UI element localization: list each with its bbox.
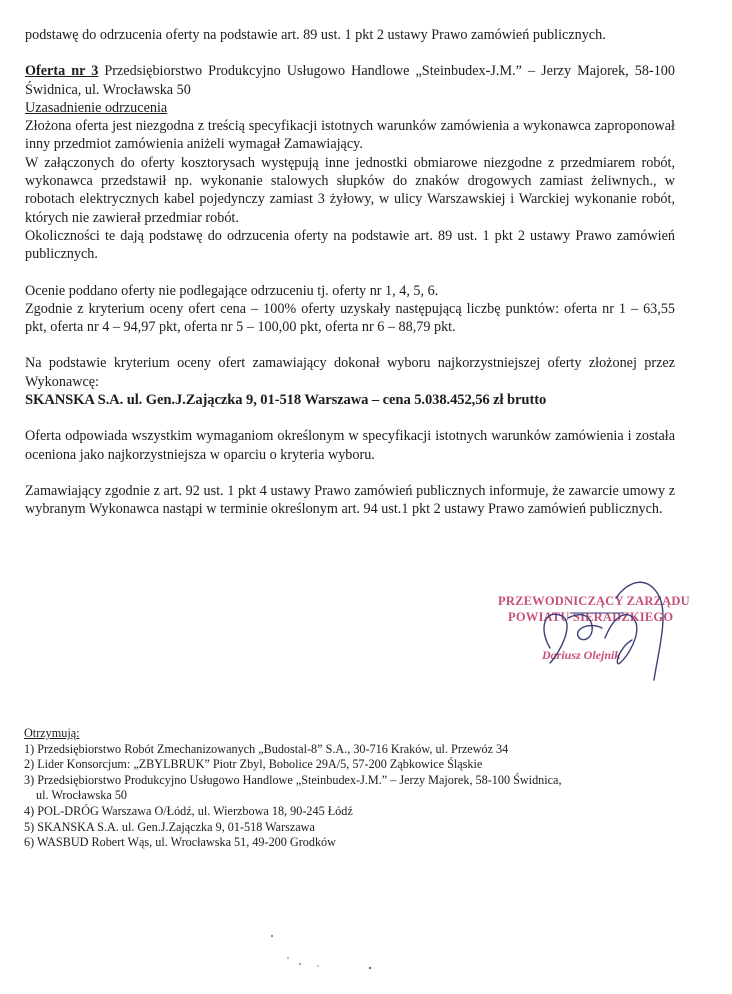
recipient-item: 3) Przedsiębiorstwo Produkcyjno Usługowo Handlowe „Steinbudex-J.M.” – Jerzy Majorek, 58-100 Świdnica, bbox=[24, 772, 562, 787]
justification-paragraph-2: W załączonych do oferty kosztorysach występują inne jednostki obmiarowe niezgodne z przedmiarem robót, wykonawca przedstawił np. wykonanie stalowych słupków do znaków drogowych zamiast żeliwnych., w robotach elektrycznych kabel pojedynczy zamiast 3 żyłowy, w ulicy Warszawskiej i Warckiej wykonanie robót, których nie zawierał przedmiar robót. bbox=[25, 154, 675, 226]
conformity-paragraph: Oferta odpowiada wszystkim wymaganiom określonym w specyfikacji istotnych warunków zamówienia i została oceniona jako najkorzystniejsza w oparciu o kryteria wyboru. bbox=[25, 428, 675, 463]
recipient-item: 4) POL-DRÓG Warszawa O/Łódź, ul. Wierzbowa 18, 90-245 Łódź bbox=[24, 803, 353, 818]
stamp-signatory-name: Dariusz Olejnik bbox=[542, 648, 621, 662]
scan-specks bbox=[260, 928, 390, 978]
recipient-item: 6) WASBUD Robert Wąs, ul. Wrocławska 51, 49-200 Grodków bbox=[24, 835, 336, 850]
recipients-heading: Otrzymują: bbox=[24, 726, 80, 740]
selection-paragraph: Na podstawie kryterium oceny ofert zamawiający dokonał wyboru najkorzystniejszej oferty złożonej przez Wykonawcę: bbox=[25, 355, 675, 390]
document-body bbox=[25, 26, 675, 519]
justification-heading: Uzasadnienie odrzucenia bbox=[25, 99, 168, 116]
stamp-title: PRZEWODNICZĄCY ZARZĄDU bbox=[498, 594, 690, 608]
justification-paragraph-3: Okoliczności te dają podstawę do odrzucenia oferty na podstawie art. 89 ust. 1 pkt 2 ustawy Prawo zamówień publicznych. bbox=[25, 227, 675, 263]
stamp-office: POWIATU SIERADZKIEGO bbox=[508, 610, 674, 624]
offer-3-label: Oferta nr 3 bbox=[25, 63, 99, 80]
intro-paragraph: podstawę do odrzucenia oferty na podstawie art. 89 ust. 1 pkt 2 ustawy Prawo zamówień publicznych. bbox=[25, 27, 606, 43]
recipient-item-continuation: ul. Wrocławska 50 bbox=[36, 788, 128, 803]
recipient-item: 2) Lider Konsorcjum: „ZBYLBRUK” Piotr Zbyl, Bobolice 29A/5, 57-200 Ząbkowice Śląskie bbox=[24, 757, 483, 772]
recipient-item: 5) SKANSKA S.A. ul. Gen.J.Zajączka 9, 01-518 Warszawa bbox=[24, 819, 315, 834]
evaluation-paragraph-2: Zgodnie z kryterium oceny ofert cena – 100% oferty uzyskały następującą liczbę punktów: oferta nr 1 – 63,55 pkt, oferta nr 4 – 94,97 pkt, oferta nr 5 – 100,00 pkt, oferta nr 6 – 88,79 pkt. bbox=[25, 300, 675, 336]
recipients-list bbox=[24, 726, 684, 851]
winner-line: SKANSKA S.A. ul. Gen.J.Zajączka 9, 01-518 Warszawa – cena 5.038.452,56 zł brutto bbox=[25, 392, 547, 409]
evaluation-paragraph-1: Ocenie poddano oferty nie podlegające odrzuceniu tj. oferty nr 1, 4, 5, 6. bbox=[25, 282, 439, 299]
offer-3-text: Przedsiębiorstwo Produkcyjno Usługowo Handlowe „Steinbudex-J.M.” – Jerzy Majorek, 58-100 Świdnica, ul. Wrocławska 50 bbox=[25, 63, 675, 98]
handwritten-signature bbox=[520, 578, 690, 688]
contract-paragraph: Zamawiający zgodnie z art. 92 ust. 1 pkt 4 ustawy Prawo zamówień publicznych informuje, że zawarcie umowy z wybranym Wykonawca nastąpi w terminie określonym art. 94 ust.1 pkt 2 ustawy Prawo zamówień publicznych. bbox=[25, 482, 675, 518]
offer-3-paragraph bbox=[25, 62, 675, 99]
justification-paragraph-1: Złożona oferta jest niezgodna z treścią specyfikacji istotnych warunków zamówienia a wykonawca zaproponował inny przedmiot zamówienia aniżeli wymagał Zamawiający. bbox=[25, 118, 675, 153]
recipient-item: 1) Przedsiębiorstwo Robót Zmechanizowanych „Budostal-8” S.A., 30-716 Kraków, ul. Przewóz 34 bbox=[24, 741, 509, 756]
